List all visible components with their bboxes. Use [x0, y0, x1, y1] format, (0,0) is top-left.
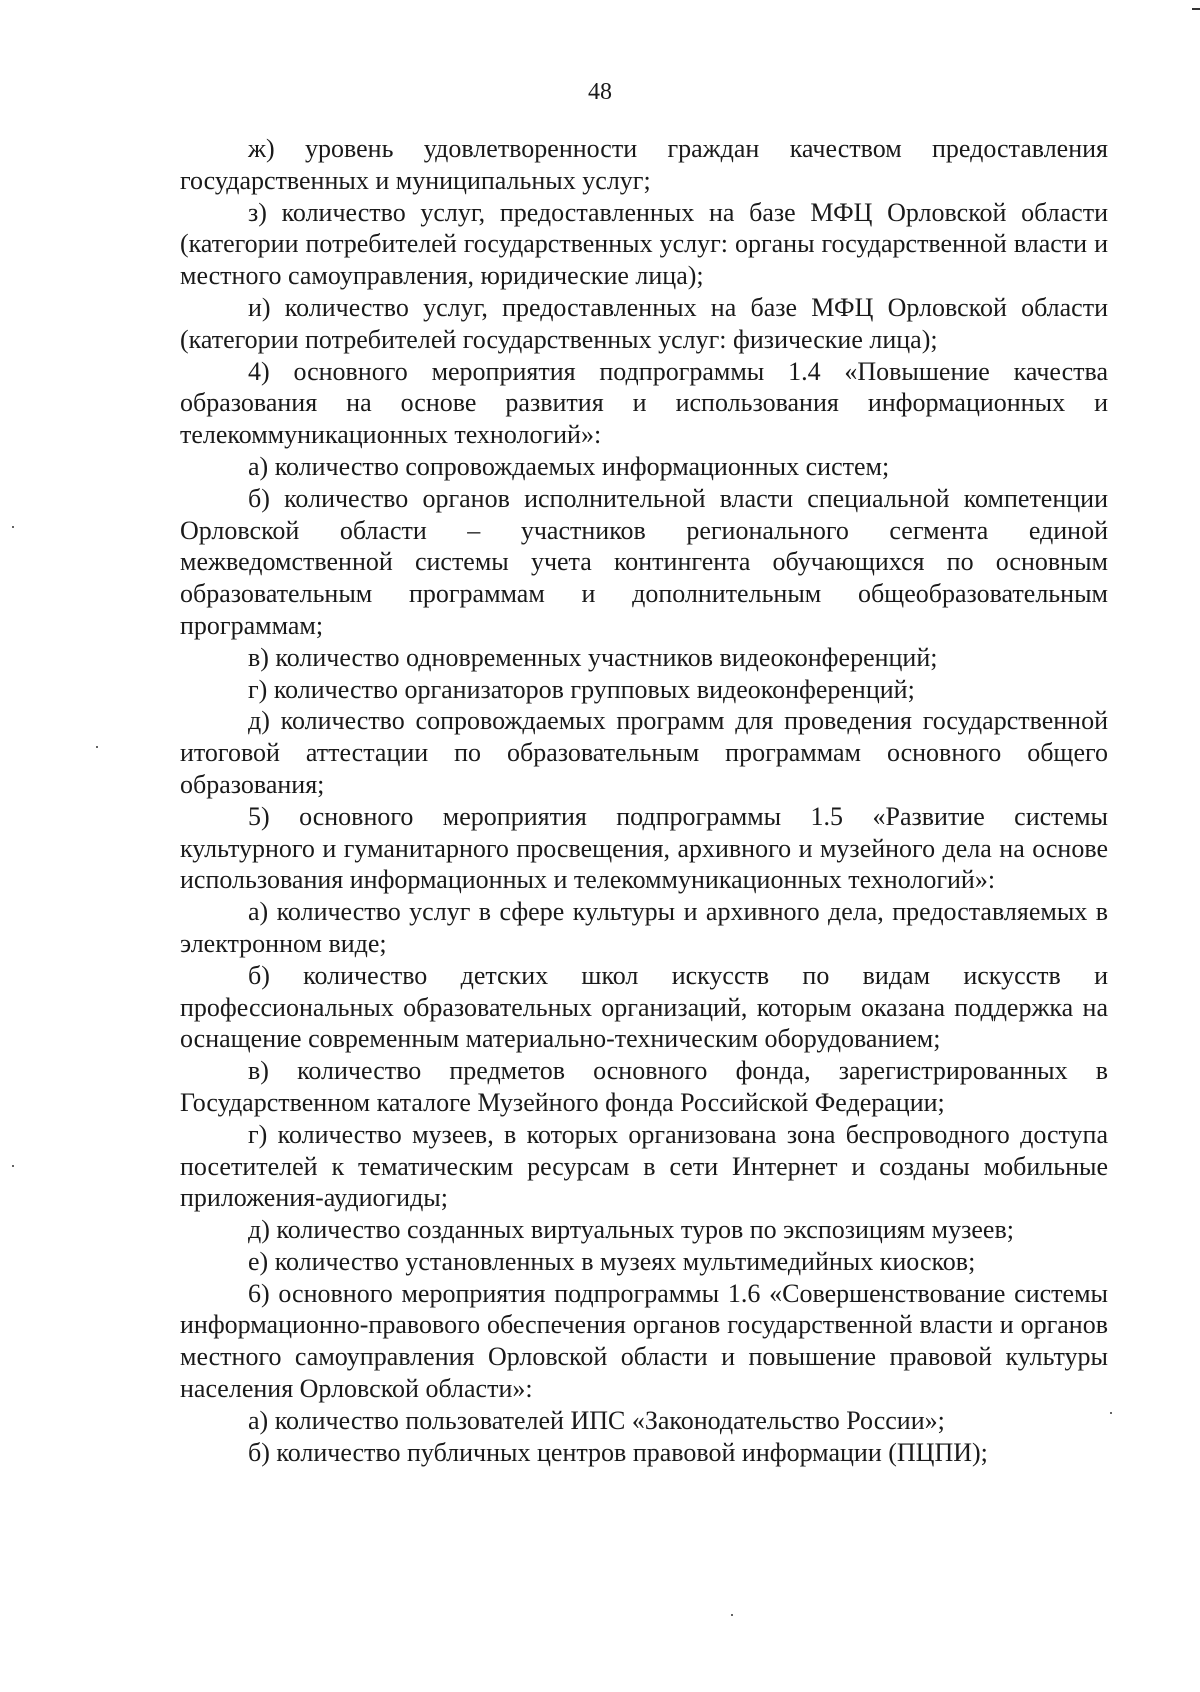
paragraph-5e: е) количество установленных в музеях мультимедийных киосков; — [248, 1246, 976, 1276]
paragraph-5d: д) количество созданных виртуальных туров по экспозициям музеев; — [248, 1215, 1014, 1245]
paragraph-item-5: 5) основного мероприятия подпрограммы 1.5 «Развитие системы культурного и гуманитарного просвещения, архивного и музейного дела на основе использования информационных и телекоммуникационных технологий»: — [180, 801, 1108, 895]
paragraph-4a: а) количество сопровождаемых информационных систем; — [248, 451, 890, 481]
paragraph-6a: а) количество пользователей ИПС «Законодательство России»; — [248, 1405, 945, 1435]
paragraph-6b: б) количество публичных центров правовой информации (ПЦПИ); — [248, 1437, 988, 1467]
page-number: 48 — [588, 79, 612, 105]
paragraph-z: з) количество услуг, предоставленных на базе МФЦ Орловской области (категории потребителей государственных услуг: органы государственной власти и местного самоуправления, юридические лица); — [180, 197, 1108, 291]
scan-speck — [731, 1614, 733, 1616]
scan-speck — [12, 526, 14, 528]
paragraph-4v: в) количество одновременных участников видеоконференций; — [248, 642, 938, 672]
paragraph-4b: б) количество органов исполнительной власти специальной компетенции Орловской области – участников регионального сегмента единой межведомственной системы учета контингента обучающихся по основным образовательным программам и дополнительным общеобразовательным программам; — [180, 483, 1108, 640]
scan-speck — [96, 746, 98, 748]
paragraph-5g: г) количество музеев, в которых организована зона беспроводного доступа посетителей к тематическим ресурсам в сети Интернет и созданы мобильные приложения-аудиогиды; — [180, 1119, 1108, 1213]
paragraph-5v: в) количество предметов основного фонда, зарегистрированных в Государственном каталоге Музейного фонда Российской Федерации; — [180, 1056, 1108, 1117]
scan-speck — [1110, 1412, 1112, 1414]
scan-edge-mark — [1192, 8, 1200, 10]
paragraph-4d: д) количество сопровождаемых программ для проведения государственной итоговой аттестации по образовательным программам основного общего образования; — [180, 706, 1108, 799]
paragraph-4g: г) количество организаторов групповых видеоконференций; — [248, 674, 915, 704]
paragraph-i: и) количество услуг, предоставленных на базе МФЦ Орловской области (категории потребителей государственных услуг: физические лица); — [180, 292, 1108, 354]
paragraph-item-6: 6) основного мероприятия подпрограммы 1.6 «Совершенствование системы информационно-правового обеспечения органов государственной власти и органов местного самоуправления Орловской области и повышение правовой культуры населения Орловской области»: — [180, 1278, 1108, 1404]
paragraph-5a: а) количество услуг в сфере культуры и архивного дела, предоставляемых в электронном виде; — [180, 897, 1108, 958]
paragraph-5b: б) количество детских школ искусств по видам искусств и профессиональных образовательных организаций, которым оказана поддержка на оснащение современным материально-техническим оборудованием; — [180, 960, 1108, 1054]
paragraph-zh: ж) уровень удовлетворенности граждан качеством предоставления государственных и муниципальных услуг; — [180, 134, 1108, 195]
paragraph-item-4: 4) основного мероприятия подпрограммы 1.4 «Повышение качества образования на основе развития и использования информационных и телекоммуникационных технологий»: — [180, 356, 1108, 450]
document-body — [180, 133, 1108, 1468]
scan-speck — [12, 1165, 14, 1167]
